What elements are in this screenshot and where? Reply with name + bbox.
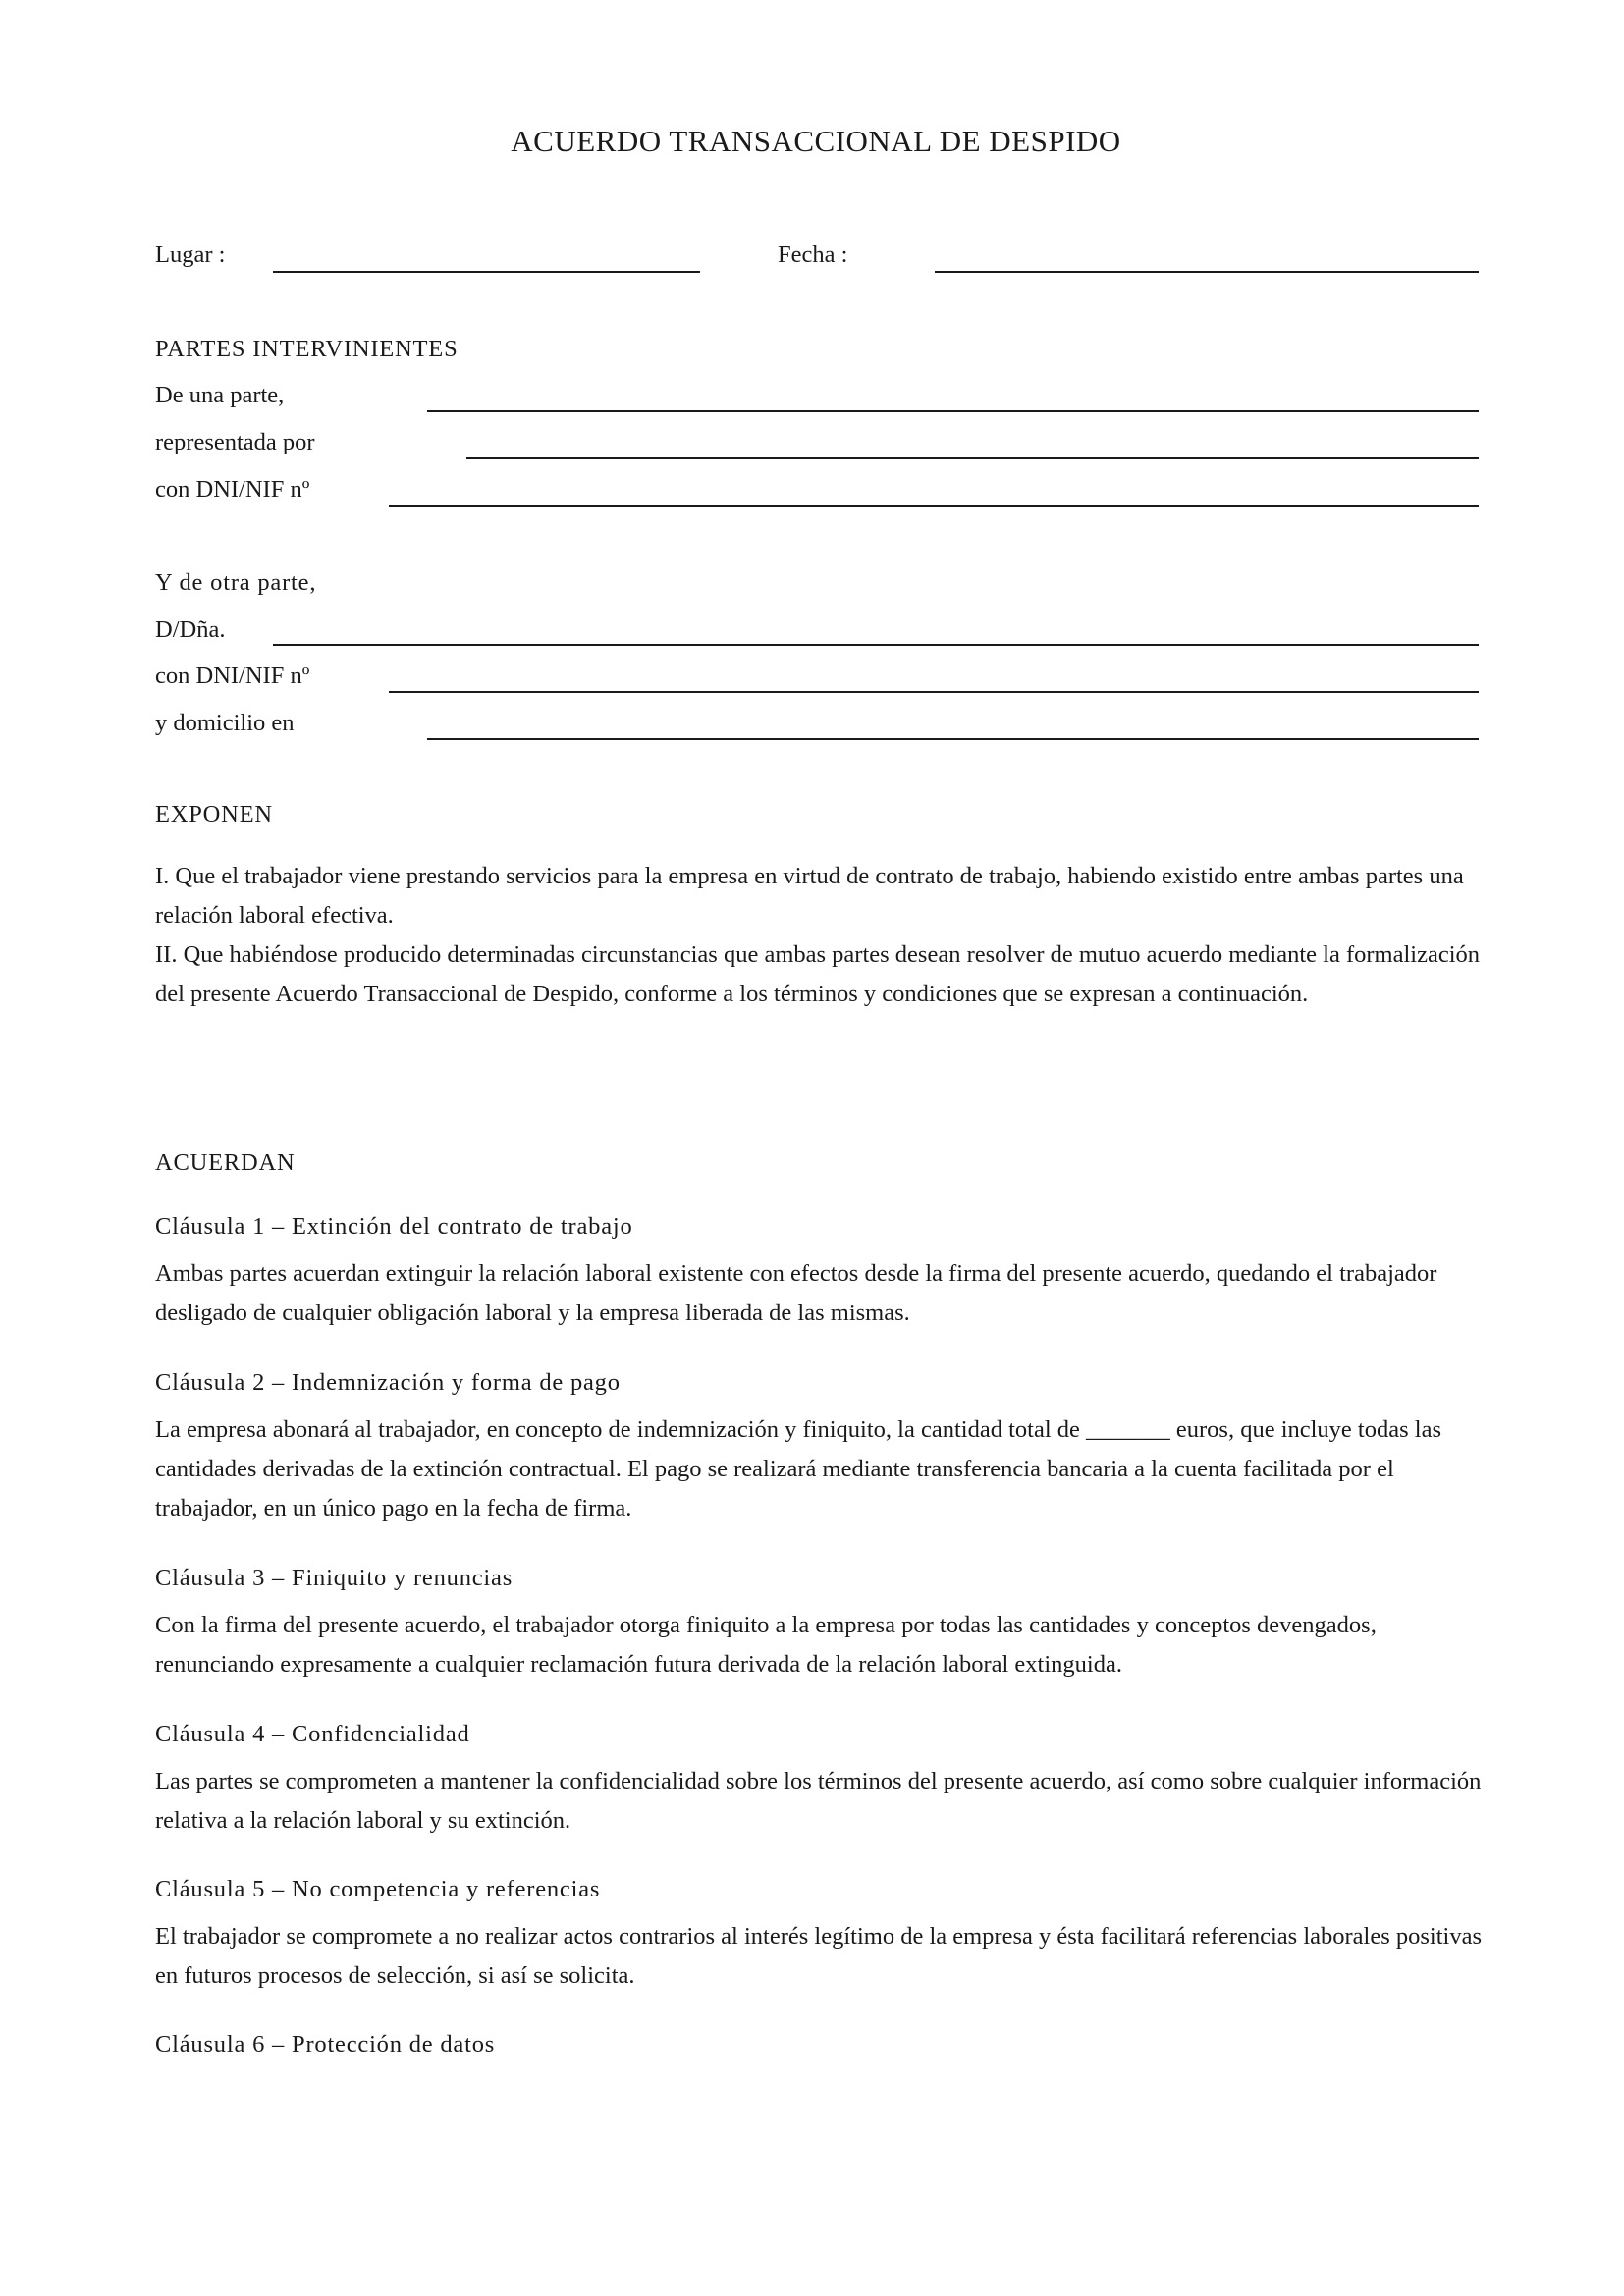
clausula-5-text: El trabajador se compromete a no realizar actos contrarios al interés legítimo de la empresa y ésta facilitará referencias laborales positivas en futuros procesos de selección, si así se solicita.: [155, 1923, 1482, 1989]
otra-parte-label: Y de otra parte,: [155, 569, 317, 596]
nombre-label: D/Dña.: [155, 616, 226, 643]
de-una-parte-label: De una parte,: [155, 382, 285, 408]
clausula-1-text: Ambas partes acuerdan extinguir la relación laboral existente con efectos desde la firma del presente acuerdo, quedando el trabajador desligado de cualquier obligación laboral y la empresa liberada de las mismas.: [155, 1260, 1437, 1326]
lugar-field-line[interactable]: [273, 271, 700, 273]
document-title: ACUERDO TRANSACCIONAL DE DESPIDO: [511, 124, 1121, 158]
fecha-field-line[interactable]: [935, 271, 1479, 273]
representada-label: representada por: [155, 429, 315, 455]
exponen-item-1: I. Que el trabajador viene prestando servicios para la empresa en virtud de contrato de trabajo, habiendo existido entre ambas partes una relación laboral efectiva.: [155, 863, 1464, 929]
partes-heading: PARTES INTERVINIENTES: [155, 336, 459, 362]
first-dni-label: con DNI/NIF nº: [155, 476, 310, 503]
empresa-field-line[interactable]: [427, 410, 1479, 412]
exponen-item-2: II. Que habiéndose producido determinadas circunstancias que ambas partes desean resolver de mutuo acuerdo mediante la formalización del presente Acuerdo Transaccional de Despido, conforme a los términos y condiciones que se expresan a continuación.: [155, 941, 1481, 1007]
nombre-field-line[interactable]: [273, 644, 1479, 646]
clausula-1-title: Cláusula 1 – Extinción del contrato de trabajo: [155, 1213, 633, 1240]
clausula-3-text: Con la firma del presente acuerdo, el trabajador otorga finiquito a la empresa por todas las cantidades y conceptos devengados, renunciando expresamente a cualquier reclamación futura derivada de la relación laboral extinguida.: [155, 1612, 1377, 1678]
clausula-4-text: Las partes se comprometen a mantener la confidencialidad sobre los términos del presente acuerdo, así como sobre cualquier información relativa a la relación laboral y su extinción.: [155, 1768, 1482, 1834]
clausula-2-title: Cláusula 2 – Indemnización y forma de pago: [155, 1369, 621, 1396]
first-dni-field-line[interactable]: [389, 505, 1479, 507]
clausula-2-text: La empresa abonará al trabajador, en concepto de indemnización y finiquito, la cantidad total de _______ euros, que incluye todas las cantidades derivadas de la extinción contractual. El pago se realizará mediante transferencia bancaria a la cuenta facilitada por el trabajador, en un único pago en la fecha de firma.: [155, 1416, 1441, 1522]
representante-field-line[interactable]: [466, 457, 1479, 459]
domicilio-field-line[interactable]: [427, 738, 1479, 740]
fecha-label: Fecha :: [778, 241, 848, 268]
clausula-6-title: Cláusula 6 – Protección de datos: [155, 2031, 496, 2057]
clausula-4-title: Cláusula 4 – Confidencialidad: [155, 1721, 470, 1747]
acuerdan-heading: ACUERDAN: [155, 1149, 296, 1176]
second-dni-field-line[interactable]: [389, 691, 1479, 693]
second-dni-label: con DNI/NIF nº: [155, 663, 310, 689]
domicilio-label: y domicilio en: [155, 710, 295, 736]
lugar-label: Lugar :: [155, 241, 226, 268]
exponen-heading: EXPONEN: [155, 801, 273, 828]
clausula-5-title: Cláusula 5 – No competencia y referencias: [155, 1876, 601, 1902]
exponen-body: [155, 857, 1483, 1014]
clausula-3-title: Cláusula 3 – Finiquito y renuncias: [155, 1565, 514, 1591]
